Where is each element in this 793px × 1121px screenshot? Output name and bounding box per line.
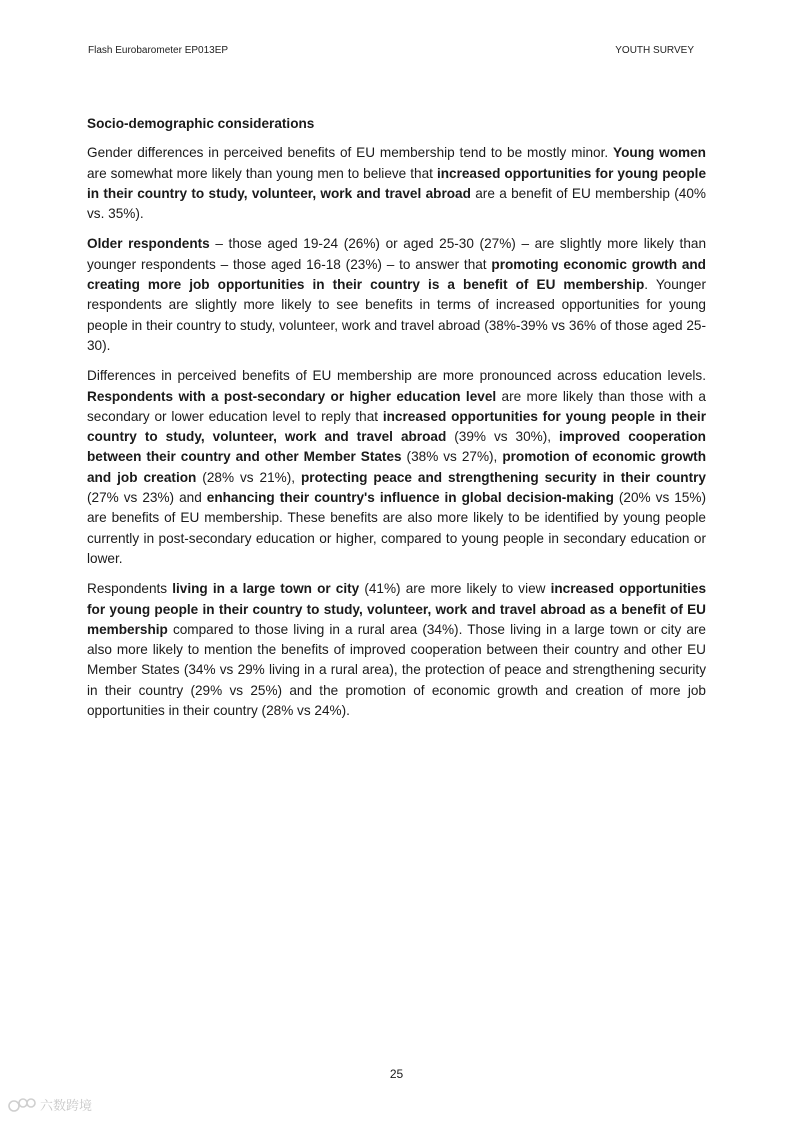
text-run: (27% vs 23%) and — [87, 490, 207, 506]
bold-text-run: increased opportunities for young people in their country to study, volunteer, work and travel abroad — [87, 165, 706, 201]
text-run: (20% vs 15%) are benefits of EU membership. These benefits are also more likely to be identified by young people currently in post-secondary education or higher, compared to young people in secondary education or lower. — [87, 490, 706, 566]
text-run: Respondents — [87, 581, 173, 597]
bold-text-run: living in a large town or city — [172, 581, 360, 597]
watermark-logo-icon — [8, 1097, 36, 1113]
document-body — [87, 114, 706, 731]
section-heading: Socio-demographic considerations — [87, 116, 315, 131]
page-number: 25 — [389, 1067, 404, 1081]
text-run: (28% vs 21%), — [196, 469, 301, 485]
bold-text-run: Older respondents — [87, 236, 210, 252]
text-run: Differences in perceived benefits of EU membership are more pronounced across education levels. — [87, 368, 706, 384]
bold-text-run: increased opportunities for young people in their country to study, volunteer, work and travel abroad — [87, 408, 706, 445]
bold-text-run: increased opportunities for young people in their country to study, volunteer, work and travel abroad as a benefit of EU membership — [87, 581, 707, 637]
header-publication-title: Flash Eurobarometer EP013EP — [88, 45, 229, 56]
bold-text-run: improved cooperation between their country and other Member States — [87, 429, 706, 465]
bold-text-run: protecting peace and strengthening security in their country — [301, 469, 706, 485]
bold-text-run: promoting economic growth and creating more job opportunities in their country is a benefit of EU membership — [87, 256, 706, 293]
text-run: (39% vs 30%), — [446, 429, 560, 445]
bold-text-run: Young women — [613, 145, 706, 161]
text-run: are somewhat more likely than young men to believe that — [87, 165, 437, 181]
bold-text-run: promotion of economic growth and job creation — [87, 449, 707, 485]
header-survey-label: YOUTH SURVEY — [615, 45, 694, 56]
text-run: – those aged 19-24 (26%) or aged 25-30 (27%) – are slightly more likely than younger respondents – those aged 16-18 (23%) – to answer that — [87, 236, 707, 272]
bold-text-run: enhancing their country's influence in global decision-making — [206, 490, 614, 506]
text-run: (41%) are more likely to view — [359, 581, 551, 597]
paragraph — [87, 143, 706, 224]
text-run: are a benefit of EU membership (40% vs. 35%). — [87, 185, 706, 222]
text-run: Gender differences in perceived benefits of EU membership tend to be mostly minor. — [87, 145, 614, 161]
watermark — [8, 1095, 92, 1114]
paragraph — [87, 366, 706, 569]
text-run: (38% vs 27%), — [401, 449, 503, 465]
paragraph-container — [87, 143, 706, 721]
watermark-text: 六数跨境 — [40, 1098, 93, 1113]
text-run: are more likely than those with a secondary or lower education level to reply that — [87, 388, 706, 424]
paragraph — [87, 234, 706, 356]
text-run: compared to those living in a rural area (34%). Those living in a large town or city are also more likely to mention the benefits of improved cooperation between their country and other EU Member States (34% vs 29% living in a rural area), the protection of peace and strengthening security in their country (29% vs 25%) and the promotion of economic growth and creation of more job opportunities in their country (28% vs 24%). — [87, 621, 706, 719]
paragraph — [87, 579, 706, 721]
text-run: . Younger respondents are slightly more likely to see benefits in terms of increased opportunities for young people in their country to study, volunteer, work and travel abroad (38%-39% vs 36% of those aged 25-30). — [87, 277, 706, 353]
bold-text-run: Respondents with a post-secondary or higher education level — [87, 388, 497, 404]
